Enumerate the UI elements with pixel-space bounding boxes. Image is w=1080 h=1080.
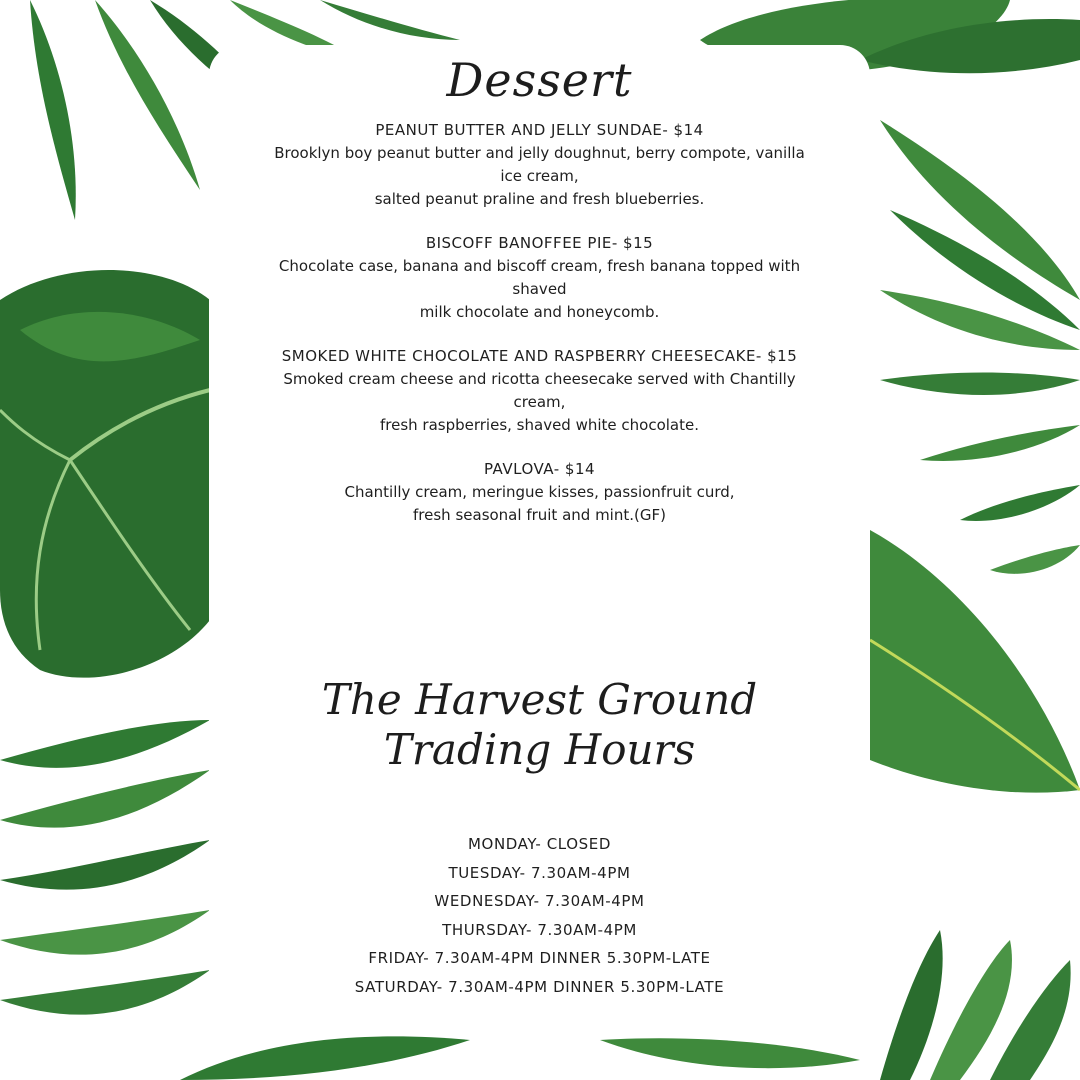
menu-item-description: ice cream, (500, 167, 579, 185)
menu-item-description: fresh raspberries, shaved white chocolate. (379, 416, 700, 434)
menu-item-description: fresh seasonal fruit and mint.(GF) (413, 506, 666, 524)
menu-item-name: PAVLOVA- $14 (483, 460, 596, 478)
trading-hours-list (209, 830, 870, 1002)
hours-row-tuesday: TUESDAY- 7.30AM-4PM (448, 863, 631, 882)
trading-hours-title-line1: The Harvest Ground (321, 675, 758, 724)
menu-item (229, 345, 850, 437)
hours-row-friday: FRIDAY- 7.30AM-4PM DINNER 5.30PM-LATE (368, 949, 711, 968)
menu-item-description: Chocolate case, banana and biscoff cream, fresh banana topped with (278, 257, 801, 275)
dessert-menu (229, 119, 850, 548)
monstera-leaf-left (0, 270, 210, 678)
menu-item-name: SMOKED WHITE CHOCOLATE AND RASPBERRY CHEESECAKE- $15 (281, 347, 798, 365)
menu-item (229, 119, 850, 211)
menu-item-description: cream, (513, 393, 566, 411)
hours-row-saturday: SATURDAY- 7.30AM-4PM DINNER 5.30PM-LATE (354, 977, 725, 996)
leaf-right-bottom (870, 530, 1080, 793)
menu-item-description: Chantilly cream, meringue kisses, passionfruit curd, (344, 483, 735, 501)
menu-item-description: salted peanut praline and fresh blueberries. (374, 190, 705, 208)
palm-frond-bottom-left (0, 720, 210, 1015)
palm-frond-right (880, 120, 1080, 574)
trading-hours-title-line2: Trading Hours (383, 725, 696, 774)
hours-row-wednesday: WEDNESDAY- 7.30AM-4PM (434, 892, 645, 911)
menu-item (229, 458, 850, 527)
menu-item-description: milk chocolate and honeycomb. (419, 303, 660, 321)
hours-row-monday: MONDAY- CLOSED (468, 835, 611, 853)
menu-item-name: PEANUT BUTTER AND JELLY SUNDAE- $14 (375, 121, 704, 139)
menu-item (229, 232, 850, 324)
menu-item-description: Smoked cream cheese and ricotta cheesecake served with Chantilly (283, 370, 796, 388)
menu-item-description: Brooklyn boy peanut butter and jelly doughnut, berry compote, vanilla (274, 144, 805, 162)
trading-hours-title (209, 675, 870, 775)
menu-item-name: BISCOFF BANOFFEE PIE- $15 (425, 234, 654, 252)
hours-row-thursday: THURSDAY- 7.30AM-4PM (442, 920, 637, 939)
menu-item-description: shaved (512, 280, 567, 298)
menu-card (209, 45, 870, 1034)
dessert-title: Dessert (446, 53, 633, 107)
